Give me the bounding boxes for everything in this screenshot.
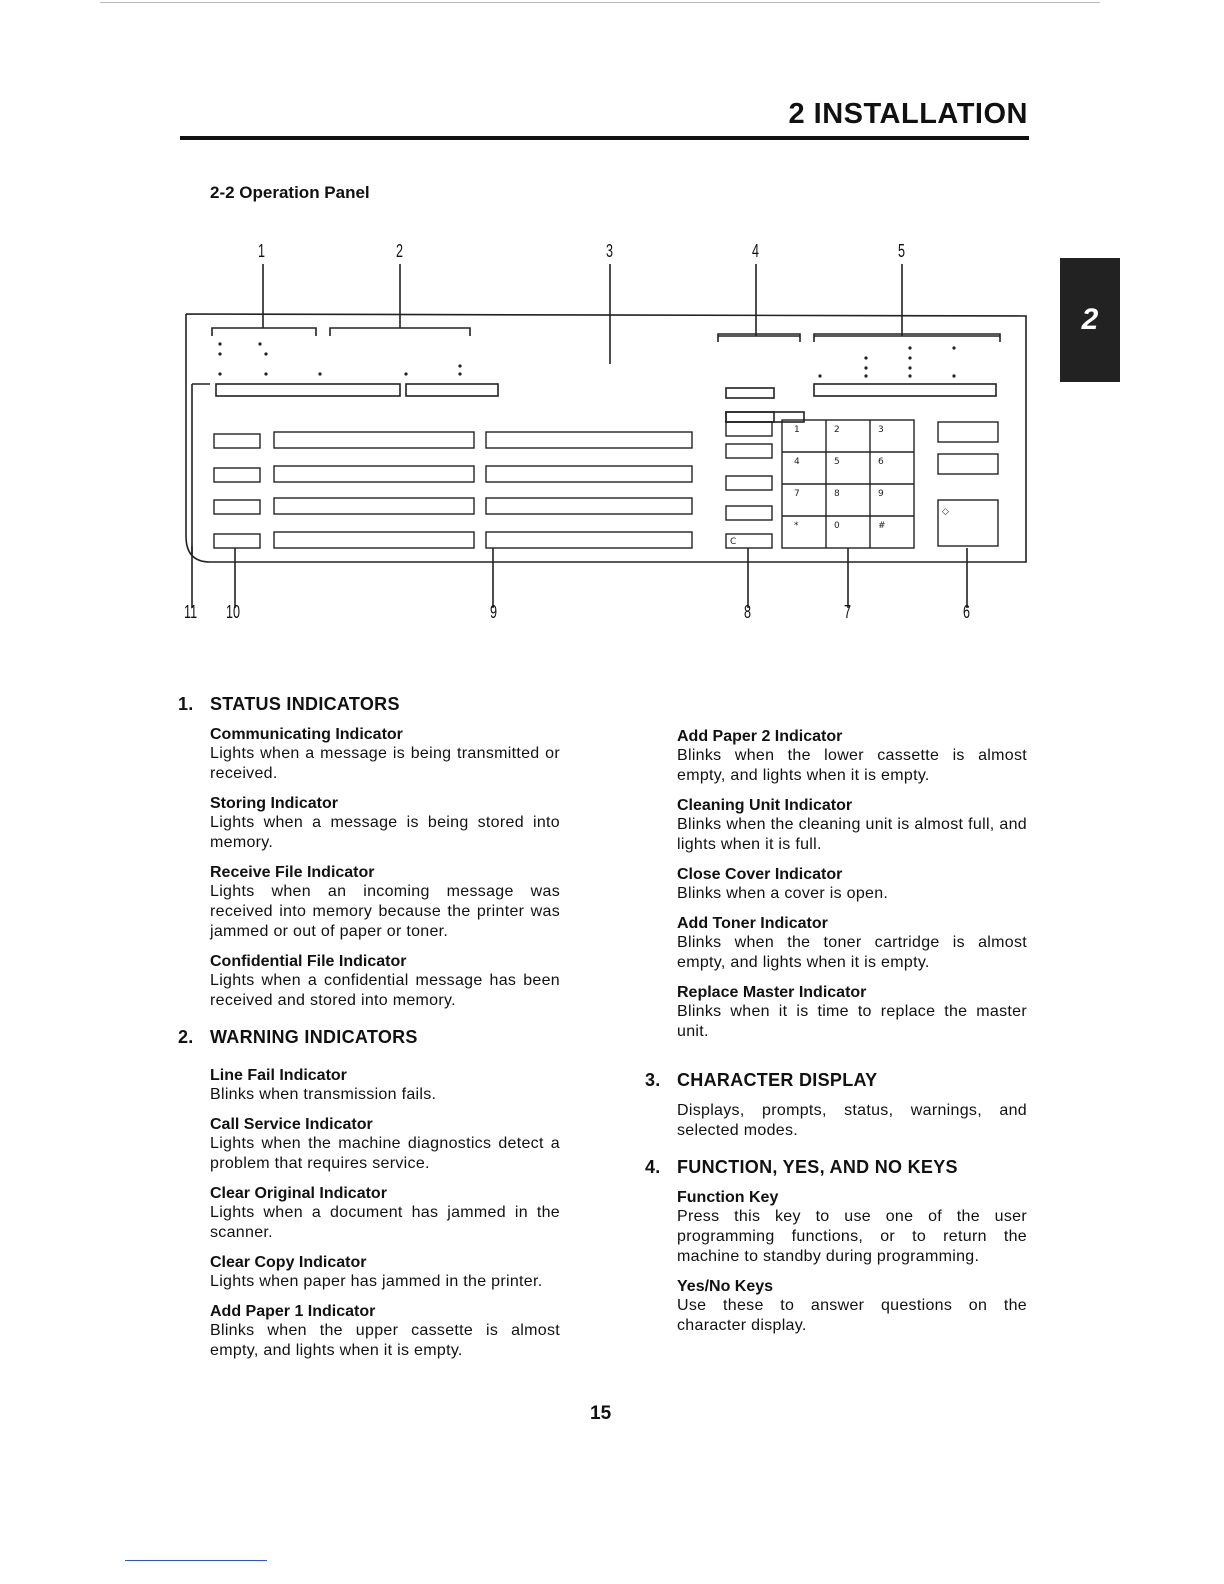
item-text: Lights when a document has jammed in the scanner. xyxy=(210,1204,560,1241)
indicator-item xyxy=(210,1115,560,1174)
top-rule xyxy=(100,2,1100,3)
status-indicators-number: 1. xyxy=(178,694,194,714)
section-title: 2-2 Operation Panel xyxy=(210,183,370,202)
svg-text:#: # xyxy=(878,521,886,531)
item-text: Lights when a message is being transmitted or received. xyxy=(210,745,560,782)
item-title: Add Paper 1 Indicator xyxy=(210,1303,376,1320)
indicator-item xyxy=(677,914,1027,973)
indicator-item xyxy=(210,725,560,784)
indicator-item xyxy=(210,863,560,942)
item-title: Communicating Indicator xyxy=(210,726,403,743)
callout-2: 2 xyxy=(396,241,404,261)
header-rule xyxy=(180,136,1029,140)
side-tab-label: 2 xyxy=(1081,303,1099,336)
item-text: Press this key to use one of the user programming functions, or to return the machine to standby during programming. xyxy=(677,1208,1027,1265)
item-title: Function Key xyxy=(677,1189,779,1206)
callout-8: 8 xyxy=(744,602,752,622)
svg-text:8: 8 xyxy=(834,489,840,499)
function-keys-title: FUNCTION, YES, AND NO KEYS xyxy=(677,1157,958,1177)
item-title: Add Paper 2 Indicator xyxy=(677,728,843,745)
svg-text:2: 2 xyxy=(834,425,840,435)
key-item xyxy=(677,1188,1027,1267)
item-title: Line Fail Indicator xyxy=(210,1067,347,1084)
character-display-title: CHARACTER DISPLAY xyxy=(677,1070,878,1090)
operation-panel-figure xyxy=(170,236,1040,632)
item-title: Replace Master Indicator xyxy=(677,984,867,1001)
callout-10: 10 xyxy=(226,602,241,622)
status-indicators-heading xyxy=(178,694,560,715)
item-title: Close Cover Indicator xyxy=(677,866,843,883)
key-item xyxy=(677,1277,1027,1336)
svg-text:1: 1 xyxy=(794,425,800,435)
chapter-title: 2 INSTALLATION xyxy=(788,98,1028,130)
item-text: Blinks when the upper cassette is almost empty, and lights when it is empty. xyxy=(210,1322,560,1359)
item-text: Blinks when a cover is open. xyxy=(677,885,889,902)
svg-text:3: 3 xyxy=(878,425,884,435)
svg-text:7: 7 xyxy=(794,489,800,499)
item-title: Cleaning Unit Indicator xyxy=(677,797,853,814)
item-text: Lights when paper has jammed in the printer. xyxy=(210,1273,543,1290)
item-text: Blinks when transmission fails. xyxy=(210,1086,437,1103)
item-text: Lights when a message is being stored into memory. xyxy=(210,814,560,851)
item-text: Blinks when it is time to replace the master unit. xyxy=(677,1003,1027,1040)
item-title: Receive File Indicator xyxy=(210,864,375,881)
svg-text:5: 5 xyxy=(834,457,840,467)
panel-outline xyxy=(186,314,1026,562)
chapter-side-tab xyxy=(1060,258,1120,382)
svg-text:6: 6 xyxy=(878,457,884,467)
status-indicators-title: STATUS INDICATORS xyxy=(210,694,400,714)
callout-7: 7 xyxy=(844,602,852,622)
indicator-item xyxy=(210,1302,560,1361)
item-text: Blinks when the cleaning unit is almost full, and lights when it is full. xyxy=(677,816,1027,853)
callout-4: 4 xyxy=(752,241,760,261)
indicator-item xyxy=(677,727,1027,786)
callout-6: 6 xyxy=(963,602,971,622)
item-title: Storing Indicator xyxy=(210,795,338,812)
indicator-item xyxy=(210,952,560,1011)
item-text: Blinks when the lower cassette is almost empty, and lights when it is empty. xyxy=(677,747,1027,784)
right-column xyxy=(645,727,1027,1336)
indicator-item xyxy=(210,794,560,853)
callout-3: 3 xyxy=(606,241,614,261)
item-text: Lights when the machine diagnostics detect a problem that requires service. xyxy=(210,1135,560,1172)
svg-text:0: 0 xyxy=(834,521,840,531)
item-text: Use these to answer questions on the character display. xyxy=(677,1297,1027,1334)
page-number: 15 xyxy=(590,1403,612,1424)
indicator-item xyxy=(210,1066,560,1105)
svg-text:◇: ◇ xyxy=(942,507,949,517)
indicator-item xyxy=(210,1253,560,1292)
svg-text:9: 9 xyxy=(878,489,884,499)
callout-9: 9 xyxy=(490,602,498,622)
operation-panel-drawing xyxy=(170,236,1040,632)
item-title: Confidential File Indicator xyxy=(210,953,407,970)
character-display-number: 3. xyxy=(645,1070,661,1090)
left-column xyxy=(178,694,560,1361)
indicator-item xyxy=(210,1184,560,1243)
indicator-item xyxy=(677,865,1027,904)
item-title: Add Toner Indicator xyxy=(677,915,828,932)
item-title: Clear Original Indicator xyxy=(210,1185,387,1202)
item-text: Lights when an incoming message was received into memory because the printer was jammed or out of paper or toner. xyxy=(210,883,560,940)
indicator-item xyxy=(677,796,1027,855)
item-title: Yes/No Keys xyxy=(677,1278,774,1295)
warning-indicators-title: WARNING INDICATORS xyxy=(210,1027,418,1047)
function-keys-heading xyxy=(645,1157,1027,1178)
bottom-rule xyxy=(125,1560,267,1561)
character-display-text: Displays, prompts, status, warnings, and selected modes. xyxy=(677,1102,1027,1139)
warning-indicators-number: 2. xyxy=(178,1027,194,1047)
character-display-heading xyxy=(645,1070,1027,1091)
svg-text:*: * xyxy=(794,521,799,531)
callout-11: 11 xyxy=(184,602,198,622)
item-text: Blinks when the toner cartridge is almost empty, and lights when it is empty. xyxy=(677,934,1027,971)
svg-text:4: 4 xyxy=(794,457,800,467)
item-title: Call Service Indicator xyxy=(210,1116,373,1133)
item-title: Clear Copy Indicator xyxy=(210,1254,367,1271)
indicator-item xyxy=(677,983,1027,1042)
svg-text:C: C xyxy=(730,537,737,547)
item-text: Lights when a confidential message has been received and stored into memory. xyxy=(210,972,560,1009)
function-keys-number: 4. xyxy=(645,1157,661,1177)
warning-indicators-heading xyxy=(178,1027,560,1048)
callout-1: 1 xyxy=(258,241,266,261)
callout-5: 5 xyxy=(898,241,906,261)
